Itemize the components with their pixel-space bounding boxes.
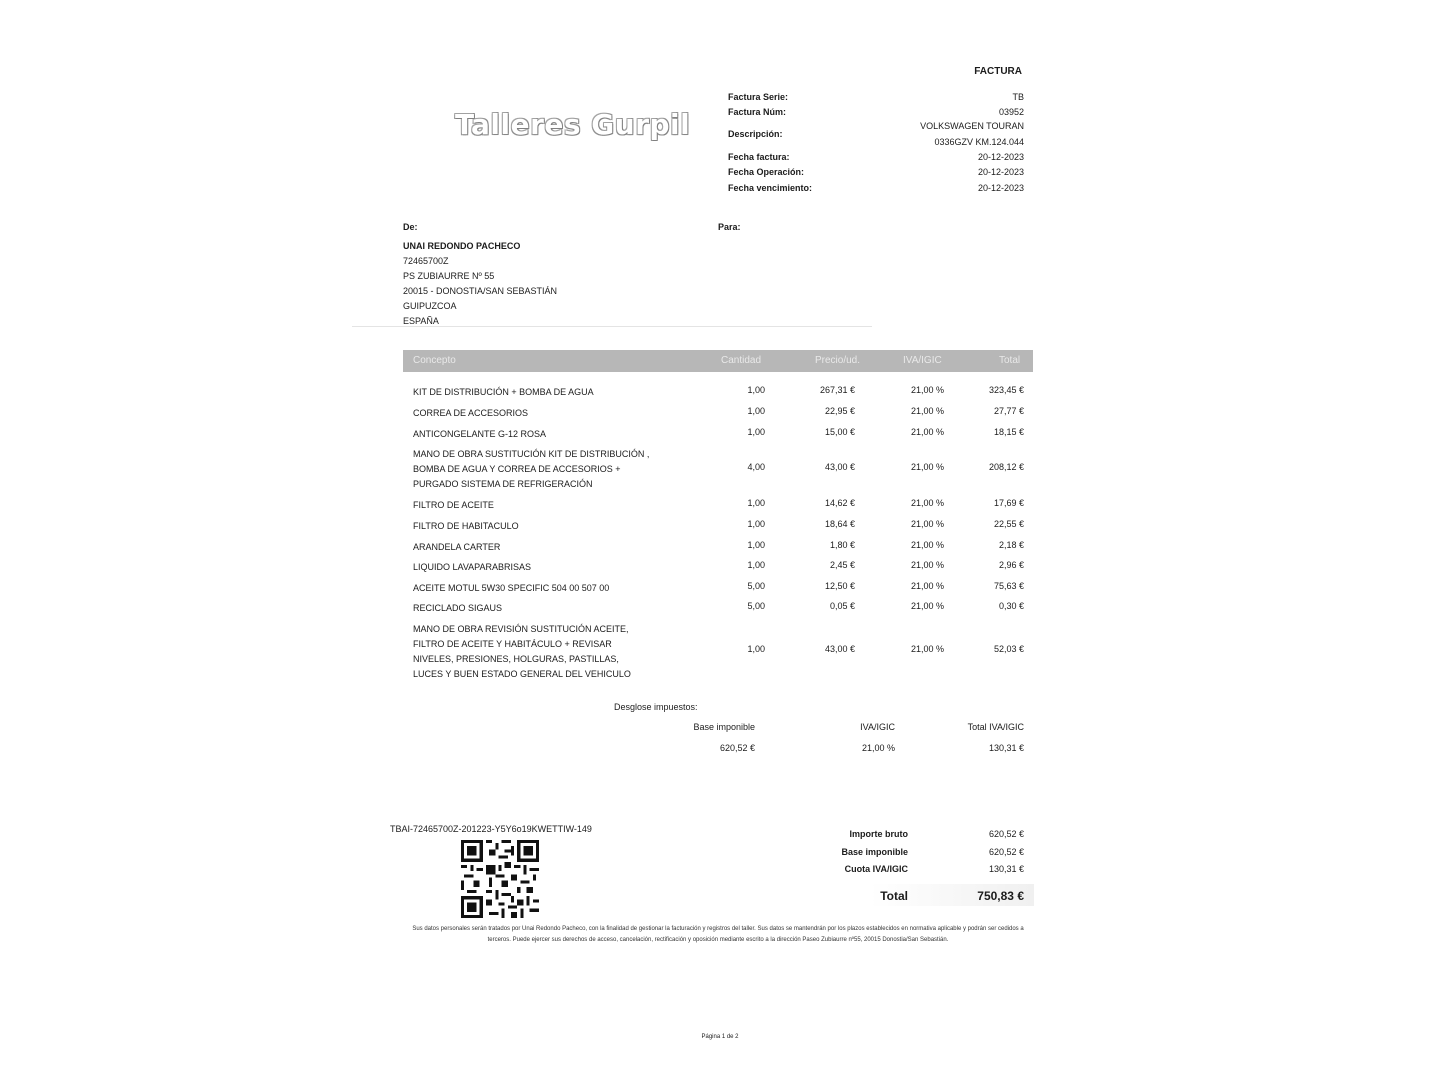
header-precio: Precio/ud.	[815, 355, 861, 366]
row-total: 75,63 €	[993, 581, 1024, 591]
cuota-label: Cuota IVA/IGIC	[844, 864, 908, 874]
tax-total-label: Total IVA/IGIC	[967, 722, 1024, 732]
fecha-factura-value: 20-12-2023	[977, 152, 1024, 162]
row-precio: 0,05 €	[829, 601, 855, 611]
row-total: 2,96 €	[998, 560, 1024, 570]
row-precio: 2,45 €	[829, 560, 855, 570]
from-name: UNAI REDONDO PACHECO	[403, 241, 521, 251]
row-iva: 21,00 %	[910, 385, 944, 395]
from-address: PS ZUBIAURRE Nº 55	[403, 271, 495, 281]
company-logo: Talleres Gurpil	[455, 108, 691, 141]
concepto-line: CORREA DE ACCESORIOS	[413, 408, 529, 418]
row-iva: 21,00 %	[910, 498, 944, 508]
row-total: 17,69 €	[993, 498, 1024, 508]
fecha-venc-value: 20-12-2023	[977, 183, 1024, 193]
row-concepto	[413, 540, 693, 555]
desc-label: Descripción:	[728, 129, 783, 139]
row-concepto	[413, 560, 693, 575]
row-iva: 21,00 %	[910, 462, 944, 472]
header-total: Total	[999, 355, 1021, 366]
document-title: FACTURA	[974, 66, 1022, 77]
row-precio: 15,00 €	[824, 427, 855, 437]
tax-base-value: 620,52 €	[719, 743, 755, 753]
concepto-line: LIQUIDO LAVAPARABRISAS	[413, 562, 532, 572]
fecha-operacion-label: Fecha Operación:	[728, 167, 805, 177]
tax-base-label: Base imponible	[693, 722, 755, 732]
desc-line1: VOLKSWAGEN TOURAN	[920, 121, 1024, 131]
header-iva: IVA/IGIC	[903, 355, 942, 366]
row-concepto	[413, 498, 693, 513]
row-concepto	[413, 406, 693, 421]
concepto-line: FILTRO DE ACEITE Y HABITÁCULO + REVISAR	[413, 639, 612, 649]
concepto-line: MANO DE OBRA REVISIÓN SUSTITUCIÓN ACEITE,	[413, 624, 629, 634]
tax-breakdown-title: Desglose impuestos:	[614, 702, 698, 712]
concepto-line: ANTICONGELANTE G-12 ROSA	[413, 429, 547, 439]
grand-total-label: Total	[880, 889, 908, 903]
tax-iva-label: IVA/IGIC	[860, 722, 895, 732]
from-province: GUIPUZCOA	[403, 301, 457, 311]
row-concepto	[413, 622, 693, 682]
grand-total-value: 750,83 €	[977, 889, 1024, 903]
from-nif: 72465700Z	[403, 256, 449, 266]
row-total: 0,30 €	[998, 601, 1024, 611]
base-imponible-label: Base imponible	[841, 847, 908, 857]
row-total: 208,12 €	[988, 462, 1024, 472]
num-value: 03952	[998, 107, 1024, 117]
fecha-operacion-value: 20-12-2023	[977, 167, 1024, 177]
row-precio: 267,31 €	[819, 385, 855, 395]
fecha-venc-label: Fecha vencimiento:	[728, 183, 813, 193]
row-precio: 14,62 €	[824, 498, 855, 508]
fecha-factura-label: Fecha factura:	[728, 152, 790, 162]
row-iva: 21,00 %	[910, 427, 944, 437]
row-total: 52,03 €	[993, 644, 1024, 654]
concepto-line: MANO DE OBRA SUSTITUCIÓN KIT DE DISTRIBUCIÓN ,	[413, 449, 650, 459]
row-cantidad: 1,00	[747, 560, 765, 570]
desc-line2: 0336GZV KM.124.044	[934, 137, 1024, 147]
row-cantidad: 1,00	[747, 427, 765, 437]
row-iva: 21,00 %	[910, 644, 944, 654]
row-concepto	[413, 427, 693, 442]
row-concepto	[413, 519, 693, 534]
row-concepto	[413, 385, 693, 400]
concepto-line: FILTRO DE HABITACULO	[413, 521, 519, 531]
qr-code-icon	[461, 840, 539, 918]
row-iva: 21,00 %	[910, 406, 944, 416]
legal-notice: Sus datos personales serán tratados por Unai Redondo Pacheco, con la finalidad de gestionar la facturación y registros del taller. Sus datos se mantendrán por los plazos establecidos en normativa aplicable y podrán ser cedidos a terceros. Puede ejercer sus derechos de acceso, cancelación, rectificación y oposición mediante escrito a la dirección Paseo Zubiaurre nº55, 20015 Donostia/San Sebastián.	[412, 926, 1024, 943]
importe-bruto-value: 620,52 €	[988, 829, 1024, 839]
row-precio: 12,50 €	[824, 581, 855, 591]
row-total: 27,77 €	[993, 406, 1024, 416]
row-concepto	[413, 601, 693, 616]
num-label: Factura Núm:	[728, 107, 787, 117]
section-divider	[352, 326, 872, 327]
serie-value: TB	[1012, 92, 1024, 102]
row-total: 2,18 €	[998, 540, 1024, 550]
row-total: 18,15 €	[993, 427, 1024, 437]
table-header	[403, 350, 1033, 372]
row-cantidad: 1,00	[747, 406, 765, 416]
concepto-line: PURGADO SISTEMA DE REFRIGERACIÓN	[413, 479, 593, 489]
row-precio: 43,00 €	[824, 644, 855, 654]
row-precio: 22,95 €	[824, 406, 855, 416]
importe-bruto-label: Importe bruto	[849, 829, 908, 839]
row-cantidad: 1,00	[747, 385, 765, 395]
row-cantidad: 1,00	[747, 644, 765, 654]
tax-iva-value: 21,00 %	[861, 743, 895, 753]
header-cantidad: Cantidad	[721, 355, 762, 366]
row-iva: 21,00 %	[910, 540, 944, 550]
tax-total-value: 130,31 €	[988, 743, 1024, 753]
row-concepto	[413, 447, 693, 492]
row-precio: 43,00 €	[824, 462, 855, 472]
page-number: Página 1 de 2	[701, 1034, 739, 1040]
row-cantidad: 1,00	[747, 519, 765, 529]
row-cantidad: 5,00	[747, 581, 765, 591]
row-total: 22,55 €	[993, 519, 1024, 529]
row-cantidad: 4,00	[747, 462, 765, 472]
concepto-line: RECICLADO SIGAUS	[413, 603, 503, 613]
row-total: 323,45 €	[988, 385, 1024, 395]
row-iva: 21,00 %	[910, 601, 944, 611]
concepto-line: FILTRO DE ACEITE	[413, 500, 494, 510]
row-precio: 18,64 €	[824, 519, 855, 529]
concepto-line: ACEITE MOTUL 5W30 SPECIFIC 504 00 507 00	[413, 583, 610, 593]
concepto-line: NIVELES, PRESIONES, HOLGURAS, PASTILLAS,	[413, 654, 619, 664]
concepto-line: BOMBA DE AGUA Y CORREA DE ACCESORIOS +	[413, 464, 621, 474]
row-cantidad: 1,00	[747, 540, 765, 550]
row-iva: 21,00 %	[910, 560, 944, 570]
concepto-line: LUCES Y BUEN ESTADO GENERAL DEL VEHICULO	[413, 669, 631, 679]
from-label: De:	[403, 222, 418, 232]
row-concepto	[413, 581, 693, 596]
row-cantidad: 1,00	[747, 498, 765, 508]
base-imponible-value: 620,52 €	[988, 847, 1024, 857]
cuota-value: 130,31 €	[988, 864, 1024, 874]
row-iva: 21,00 %	[910, 581, 944, 591]
row-precio: 1,80 €	[829, 540, 855, 550]
from-city: 20015 - DONOSTIA/SAN SEBASTIÁN	[403, 286, 558, 296]
concepto-line: ARANDELA CARTER	[413, 542, 501, 552]
concepto-line: KIT DE DISTRIBUCIÓN + BOMBA DE AGUA	[413, 387, 594, 397]
row-cantidad: 5,00	[747, 601, 765, 611]
header-concepto: Concepto	[413, 355, 456, 366]
serie-label: Factura Serie:	[728, 92, 789, 102]
tbai-code: TBAI-72465700Z-201223-Y5Y6o19KWETTIW-149	[390, 824, 592, 834]
invoice-desc-row	[728, 121, 1024, 151]
to-label: Para:	[718, 222, 741, 232]
row-iva: 21,00 %	[910, 519, 944, 529]
from-country: ESPAÑA	[403, 316, 439, 326]
